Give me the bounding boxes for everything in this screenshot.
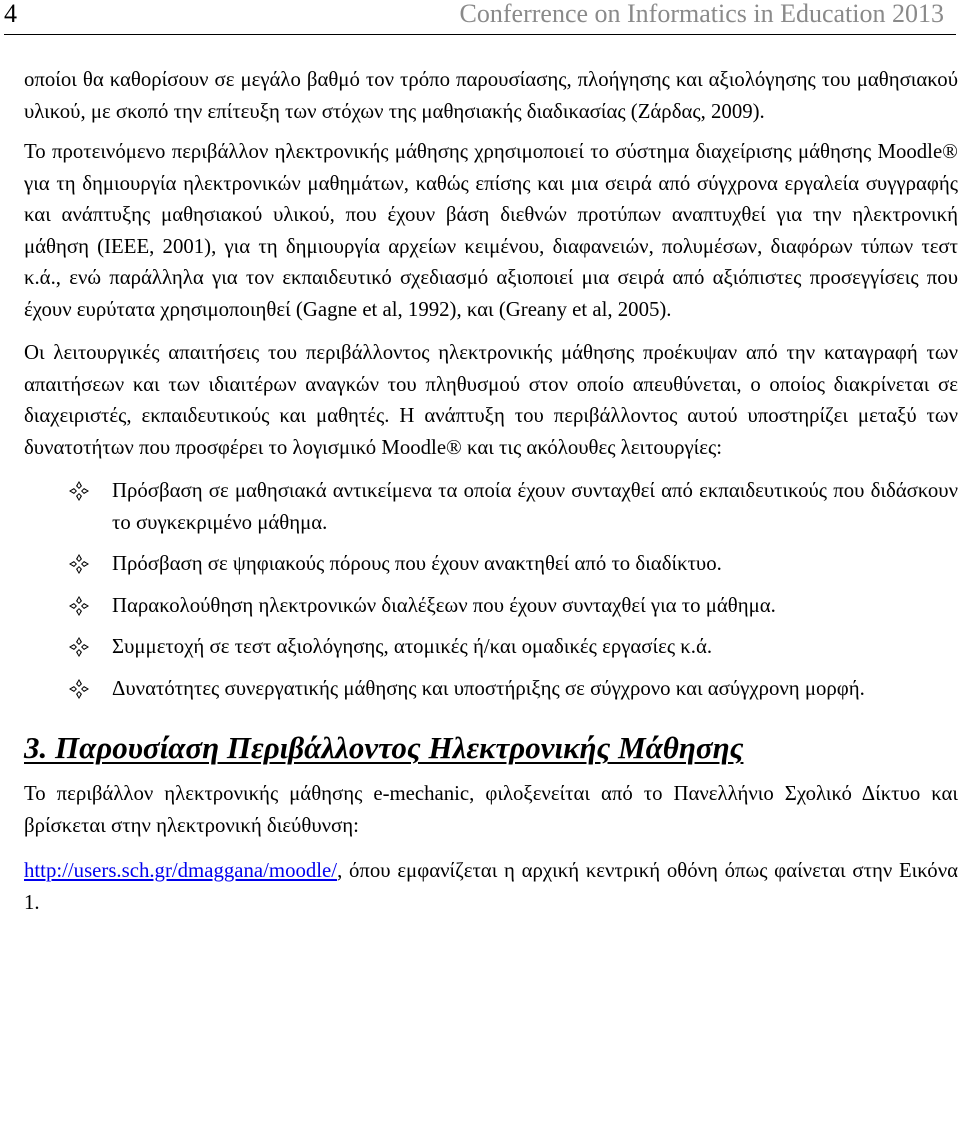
four-diamond-star-icon	[69, 596, 89, 616]
page-number: 4	[4, 0, 17, 28]
list-item-text: Δυνατότητες συνεργατικής μάθησης και υποστήριξης σε σύγχρονο και ασύγχρονη μορφή.	[112, 676, 865, 700]
list-item	[24, 590, 958, 622]
page-header	[4, 0, 956, 35]
paragraph-2: Το προτεινόμενο περιβάλλον ηλεκτρονικής μάθησης χρησιμοποιεί το σύστημα διαχείρισης μάθησης Moodle® για τη δημιουργία ηλεκτρονικών μαθημάτων, καθώς επίσης και μια σειρά από σύγχρονα εργαλεία συγγραφής και ανάπτυξης μαθησιακού υλικού, που έχουν βάση διεθνών προτύπων αναπτυχθεί για την ηλεκτρονική μάθηση (IEEE, 2001), για τη δημιουργία αρχείων κειμένου, διαφανειών, πολυμέσων, διαφόρων τύπων τεστ κ.ά., ενώ παράλληλα για τον εκπαιδευτικό σχεδιασμό αξιοποιεί μια σειρά από αξιόπιστες προσεγγίσεις που έχουν ευρύτατα χρησιμοποιηθεί (Gagne et al, 1992), και (Greany et al, 2005).	[24, 140, 958, 321]
list-item-text: Πρόσβαση σε ψηφιακούς πόρους που έχουν ανακτηθεί από το διαδίκτυο.	[112, 552, 722, 575]
section-paragraph-1: Το περιβάλλον ηλεκτρονικής μάθησης e-mechanic, φιλοξενείται από το Πανελλήνιο Σχολικό Δίκτυο και βρίσκεται στην ηλεκτρονική διεύθυνση:	[24, 782, 958, 837]
moodle-url-link[interactable]: http://users.sch.gr/dmaggana/moodle/	[24, 859, 338, 882]
section-paragraph-2	[24, 855, 958, 918]
paragraph-1: οποίοι θα καθορίσουν σε μεγάλο βαθμό τον τρόπο παρουσίασης, πλοήγησης και αξιολόγησης του μαθησιακού υλικού, με σκοπό την επίτευξη των στόχων της μαθησιακής διαδικασίας (Ζάρδας, 2009).	[24, 68, 958, 123]
running-title: Conferrence on Informatics in Education 2013	[459, 0, 944, 28]
list-item	[24, 475, 958, 538]
four-diamond-star-icon	[69, 637, 89, 657]
paragraph-3: Οι λειτουργικές απαιτήσεις του περιβάλλοντος ηλεκτρονικής μάθησης προέκυψαν από την καταγραφή των απαιτήσεων και των ιδιαιτέρων αναγκών του πληθυσμού στον οποίο απευθύνεται, ο οποίος διακρίνεται σε διαχειριστές, εκπαιδευτικούς και μαθητές. Η ανάπτυξη του περιβάλλοντος αυτού υποστηρίζει μεταξύ των δυνατοτήτων που προσφέρει το λογισμικό Moodle® και τις ακόλουθες λειτουργίες:	[24, 341, 958, 459]
list-item-text: Παρακολούθηση ηλεκτρονικών διαλέξεων που έχουν συνταχθεί για το μάθημα.	[112, 593, 776, 617]
page-body	[24, 64, 958, 918]
list-item-text: Συμμετοχή σε τεστ αξιολόγησης, ατομικές ή/και ομαδικές εργασίες κ.ά.	[112, 635, 713, 658]
list-item	[24, 548, 958, 580]
section-heading: 3. Παρουσίαση Περιβάλλοντος Ηλεκτρονικής Μάθησης	[24, 730, 744, 765]
list-item	[24, 631, 958, 663]
feature-list	[24, 475, 958, 704]
four-diamond-star-icon	[69, 679, 89, 699]
section-paragraph-2-text: , όπου εμφανίζεται η αρχική κεντρική οθόνη όπως φαίνεται στην Εικόνα 1.	[24, 859, 958, 914]
list-item	[24, 673, 958, 705]
four-diamond-star-icon	[69, 554, 89, 574]
list-item-text: Πρόσβαση σε μαθησιακά αντικείμενα τα οποία έχουν συνταχθεί από εκπαιδευτικούς που διδάσκουν το συγκεκριμένο μάθημα.	[112, 479, 958, 534]
four-diamond-star-icon	[69, 481, 89, 501]
